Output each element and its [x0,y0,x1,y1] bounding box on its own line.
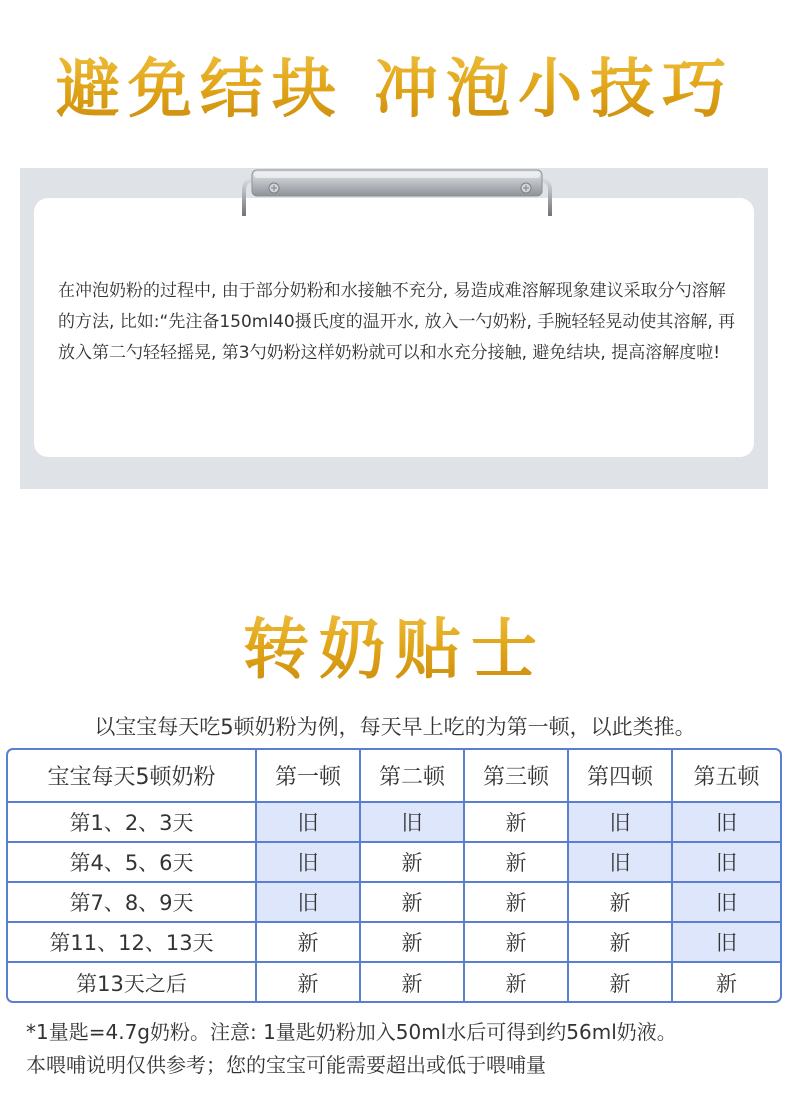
table-cell: 新 [465,883,569,921]
table-cell: 新 [465,803,569,841]
table-header-cell: 第五顿 [693,765,760,790]
footnote-line: *1量匙=4.7g奶粉。注意: 1量匙奶粉加入50ml水后可得到约56ml奶液。 [26,1020,677,1044]
table-cell: 新 [361,923,465,961]
table-header-cell: 宝宝每天5顿奶粉 [8,750,257,801]
footnote-line: 本喂哺说明仅供参考；您的宝宝可能需要超出或低于喂哺量 [26,1053,546,1077]
clipboard-panel [20,168,768,489]
table-cell: 新 [361,843,465,881]
table-cell: 旧 [673,923,780,961]
table-cell: 新 [361,883,465,921]
table-row [8,963,780,1003]
table-cell: 旧 [257,883,361,921]
table-cell: 第11、12、13天 [8,923,257,961]
transition-intro: 以宝宝每天吃5顿奶粉为例，每天早上吃的为第一顿，以此类推。 [94,715,696,739]
table-cell: 第1、2、3天 [8,803,257,841]
clipboard-clip-icon [234,168,560,218]
table-header-cell: 第二顿 [361,750,465,801]
table-cell: 新 [257,963,361,1003]
table-cell: 旧 [361,803,465,841]
table-cell: 旧 [257,803,361,841]
table-cell: 新 [361,963,465,1003]
table-header-cell: 第一顿 [257,750,361,801]
table-cell: 旧 [569,803,673,841]
table-cell: 新 [465,963,569,1003]
table-header-cell: 第三顿 [465,750,569,801]
table-cell: 新 [465,843,569,881]
table-row [8,883,780,923]
table-header-cell: 第四顿 [569,750,673,801]
tip-text: 在冲泡奶粉的过程中, 由于部分奶粉和水接触不充分, 易造成难溶解现象建议采取分勺溶解的方法, 比如:“先注备150ml40摄氏度的温开水, 放入一勺奶粉, 手腕轻轻晃动使其溶解, 再放入第二勺轻轻摇晃, 第3勺奶粉这样奶粉就可以和水充分接触, 避免结块, 提高溶解度啦! [58,281,736,363]
table-cell: 新 [569,923,673,961]
table-cell: 新 [569,883,673,921]
table-cell: 旧 [673,843,780,881]
tip-card [34,198,754,457]
footnote [26,1016,786,1082]
table-cell: 旧 [673,803,780,841]
section-title-transition-tips: 转奶贴士 [0,596,790,691]
table-cell: 旧 [569,843,673,881]
table-header-row [8,750,780,803]
table-row [8,803,780,843]
table-row [8,923,780,963]
table-cell: 第13天之后 [8,963,257,1003]
table-cell: 新 [465,923,569,961]
table-cell: 新 [569,963,673,1003]
table-cell: 旧 [257,843,361,881]
table-row [8,843,780,883]
table-cell: 新 [257,923,361,961]
table-cell: 第4、5、6天 [8,843,257,881]
table-cell: 旧 [673,883,780,921]
table-cell: 第7、8、9天 [8,883,257,921]
transition-table [6,748,782,1003]
section-title-anti-clumping: 避免结块 冲泡小技巧 [0,38,790,130]
table-cell: 新 [716,972,737,996]
